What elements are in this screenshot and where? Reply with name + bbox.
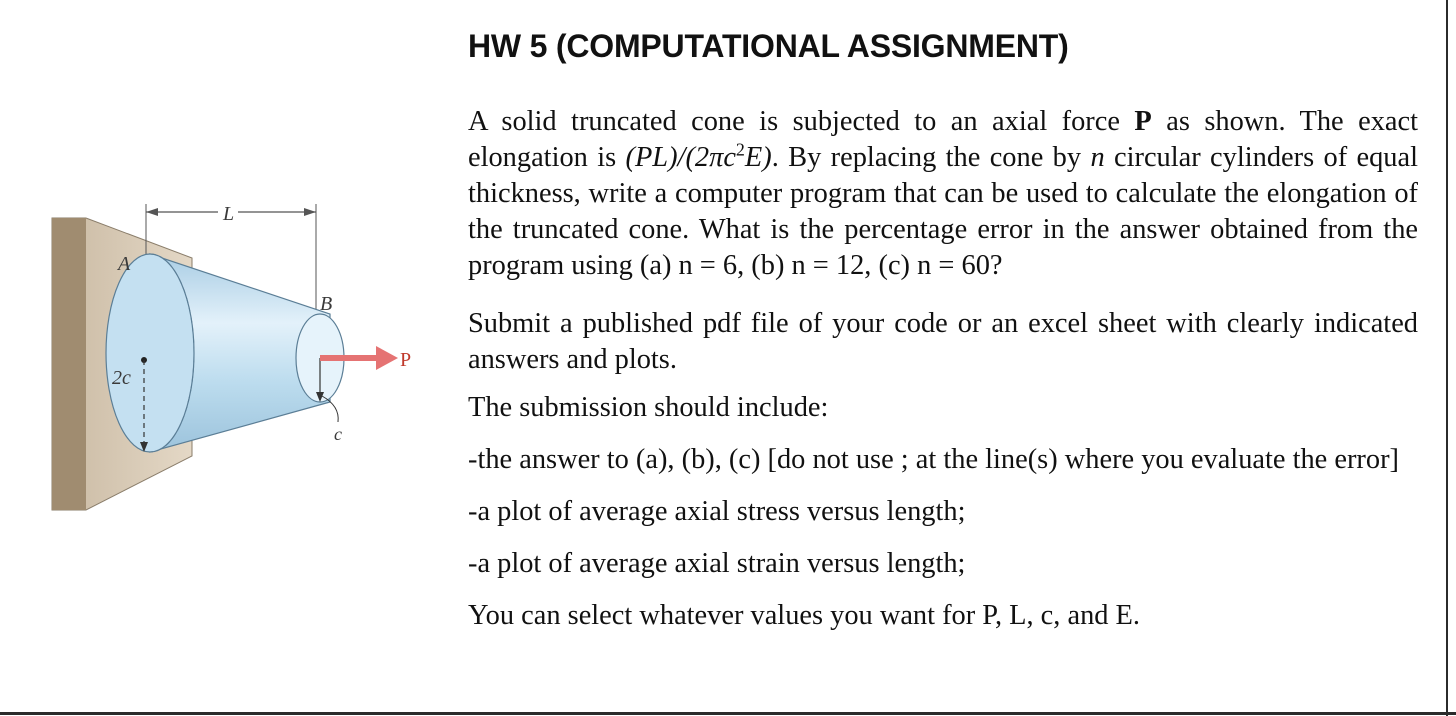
assignment-content	[468, 24, 1418, 634]
label-P: P	[400, 349, 412, 371]
requirement-strain-plot: -a plot of average axial strain versus length;	[468, 548, 966, 579]
wall-edge	[52, 218, 86, 510]
label-c: c	[334, 424, 342, 444]
submission-format: Submit a published pdf file of your code or an excel sheet with clearly indicated answers and plots.	[468, 308, 1418, 375]
frame-right-border	[1446, 0, 1448, 716]
truncated-cone-figure	[48, 196, 420, 518]
page-title: HW 5 (COMPUTATIONAL ASSIGNMENT)	[468, 28, 1069, 64]
label-2c: 2c	[112, 367, 131, 389]
cone-base	[106, 254, 194, 452]
values-note: You can select whatever values you want for P, L, c, and E.	[468, 600, 1141, 631]
requirement-answers: -the answer to (a), (b), (c) [do not use ; at the line(s) where you evaluate the error]	[468, 444, 1399, 475]
requirement-stress-plot: -a plot of average axial stress versus length;	[468, 496, 966, 527]
submission-include-heading: The submission should include:	[468, 392, 829, 423]
frame-bottom-border	[0, 712, 1456, 715]
label-A: A	[118, 253, 131, 275]
problem-statement: A solid truncated cone is subjected to an axial force P as shown. The exact elongation is $(PL)/(2\pi c^2E)$. By replacing the cone by n circular cylinders of equal thickness, write a computer program that can be used to calculate the elongation of the truncated cone. What is the percentage error in the answer obtained from the program using (a) n = 6, (b) n = 12, (c) n = 60?	[468, 106, 1418, 281]
label-B: B	[320, 293, 333, 315]
label-L: L	[223, 203, 235, 225]
